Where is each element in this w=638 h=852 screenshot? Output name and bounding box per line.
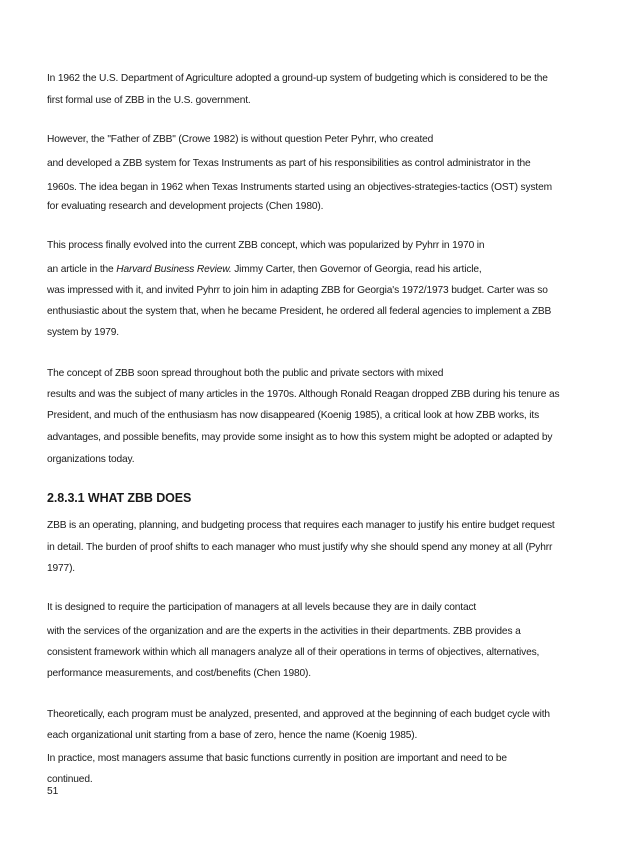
paragraph-7-line-3: In practice, most managers assume that basic functions currently in position are important and need to be (47, 753, 507, 764)
paragraph-6-line-3: consistent framework within which all managers analyze all of their operations in terms of objectives, alternatives, (47, 647, 540, 658)
paragraph-6-line-1: It is designed to require the participation of managers at all levels because they are in daily contact (47, 602, 477, 613)
paragraph-7-line-1: Theoretically, each program must be analyzed, presented, and approved at the beginning of each budget cycle with (47, 709, 550, 720)
paragraph-3-line-1: This process finally evolved into the current ZBB concept, which was popularized by Pyhrr in 1970 in (47, 240, 485, 251)
paragraph-5-line-2: in detail. The burden of proof shifts to each manager who must justify why she should spend any money at all (Pyhrr (47, 542, 553, 553)
paragraph-4-line-3: President, and much of the enthusiasm has now disappeared (Koenig 1985), a critical look at how ZBB works, its (47, 410, 540, 421)
section-heading: 2.8.3.1 WHAT ZBB DOES (47, 491, 192, 505)
paragraph-2-line-4: for evaluating research and development projects (Chen 1980). (47, 201, 324, 212)
paragraph-2-line-2: and developed a ZBB system for Texas Instruments as part of his responsibilities as control administrator in the (47, 158, 531, 169)
paragraph-3-line-3: was impressed with it, and invited Pyhrr to join him in adapting ZBB for Georgia's 1972/1973 budget. Carter was so (47, 285, 548, 296)
paragraph-2-line-1: However, the "Father of ZBB" (Crowe 1982) is without question Peter Pyhrr, who created (47, 134, 434, 145)
paragraph-3-line-4: enthusiastic about the system that, when he became President, he ordered all federal agencies to implement a ZBB (47, 306, 552, 317)
paragraph-1-line-2: first formal use of ZBB in the U.S. government. (47, 95, 251, 106)
paragraph-3-line-5: system by 1979. (47, 327, 119, 338)
paragraph-3-line-2-start: an article in the (47, 264, 117, 275)
paragraph-7-line-2: each organizational unit starting from a base of zero, hence the name (Koenig 1985). (47, 730, 418, 741)
paragraph-6-line-4: performance measurements, and cost/benefits (Chen 1980). (47, 668, 311, 679)
journal-title: Harvard Business Review. (116, 264, 232, 275)
paragraph-4-line-5: organizations today. (47, 454, 135, 465)
page-number: 51 (47, 786, 59, 797)
paragraph-3-line-2 (47, 263, 482, 277)
paragraph-2-line-3: 1960s. The idea began in 1962 when Texas Instruments started using an objectives-strategies-tactics (OST) system (47, 182, 552, 193)
paragraph-1-line-1: In 1962 the U.S. Department of Agriculture adopted a ground-up system of budgeting which is considered to be the (47, 73, 548, 84)
paragraph-7-line-4: continued. (47, 774, 93, 785)
paragraph-4-line-2: results and was the subject of many articles in the 1970s. Although Ronald Reagan dropped ZBB during his tenure as (47, 389, 560, 400)
paragraph-6-line-2: with the services of the organization and are the experts in the activities in their departments. ZBB provides a (47, 626, 521, 637)
paragraph-4-line-4: advantages, and possible benefits, may provide some insight as to how this system might be adopted or adapted by (47, 432, 553, 443)
paragraph-5-line-3: 1977). (47, 563, 75, 574)
paragraph-5-line-1: ZBB is an operating, planning, and budgeting process that requires each manager to justify his entire budget request (47, 520, 555, 531)
paragraph-3-line-2-end: Jimmy Carter, then Governor of Georgia, read his article, (231, 264, 482, 275)
paragraph-4-line-1: The concept of ZBB soon spread throughout both the public and private sectors with mixed (47, 368, 444, 379)
